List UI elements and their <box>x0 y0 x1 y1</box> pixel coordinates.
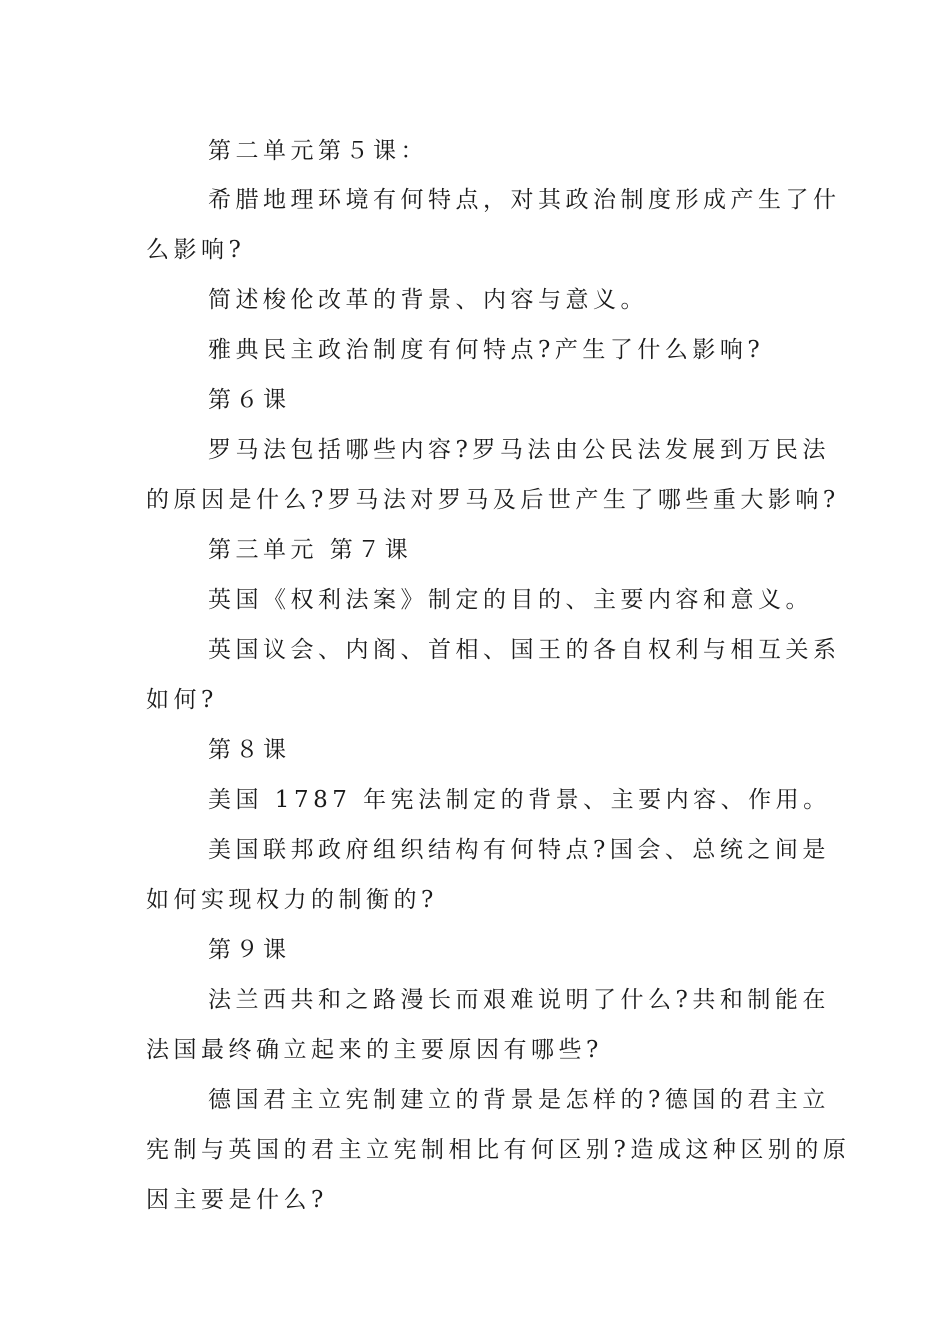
lesson-6-heading: 第６课 <box>208 387 291 413</box>
question-us-federal-government: 美国联邦政府组织结构有何特点?国会、总统之间是 <box>208 837 830 863</box>
unit-3-lesson-7-heading: 第三单元 第７课 <box>208 537 413 563</box>
question-british-institutions-cont: 如何? <box>146 687 218 713</box>
question-greek-geography: 希腊地理环境有何特点，对其政治制度形成产生了什 <box>208 187 841 213</box>
question-roman-law: 罗马法包括哪些内容?罗马法由公民法发展到万民法 <box>208 437 830 463</box>
question-french-republic-cont: 法国最终确立起来的主要原因有哪些? <box>146 1037 603 1063</box>
question-greek-geography-cont: 么影响? <box>146 237 246 263</box>
question-roman-law-cont: 的原因是什么?罗马法对罗马及后世产生了哪些重大影响? <box>146 487 840 513</box>
question-bill-of-rights: 英国《权利法案》制定的目的、主要内容和意义。 <box>208 587 813 613</box>
question-athenian-democracy: 雅典民主政治制度有何特点?产生了什么影响? <box>208 337 765 363</box>
question-solon-reform: 简述梭伦改革的背景、内容与意义。 <box>208 287 648 313</box>
question-german-monarchy-end: 因主要是什么? <box>146 1187 328 1213</box>
question-german-monarchy: 德国君主立宪制建立的背景是怎样的?德国的君主立 <box>208 1087 830 1113</box>
question-us-constitution: 美国 1787 年宪法制定的背景、主要内容、作用。 <box>208 787 831 813</box>
unit-2-lesson-5-heading: 第二单元第５课： <box>208 138 428 164</box>
lesson-9-heading: 第９课 <box>208 937 291 963</box>
question-french-republic: 法兰西共和之路漫长而艰难说明了什么?共和制能在 <box>208 987 830 1013</box>
lesson-8-heading: 第８课 <box>208 737 291 763</box>
question-british-institutions: 英国议会、内阁、首相、国王的各自权利与相互关系 <box>208 637 841 663</box>
question-us-federal-government-cont: 如何实现权力的制衡的? <box>146 887 438 913</box>
question-german-monarchy-cont: 宪制与英国的君主立宪制相比有何区别?造成这种区别的原 <box>146 1137 851 1163</box>
